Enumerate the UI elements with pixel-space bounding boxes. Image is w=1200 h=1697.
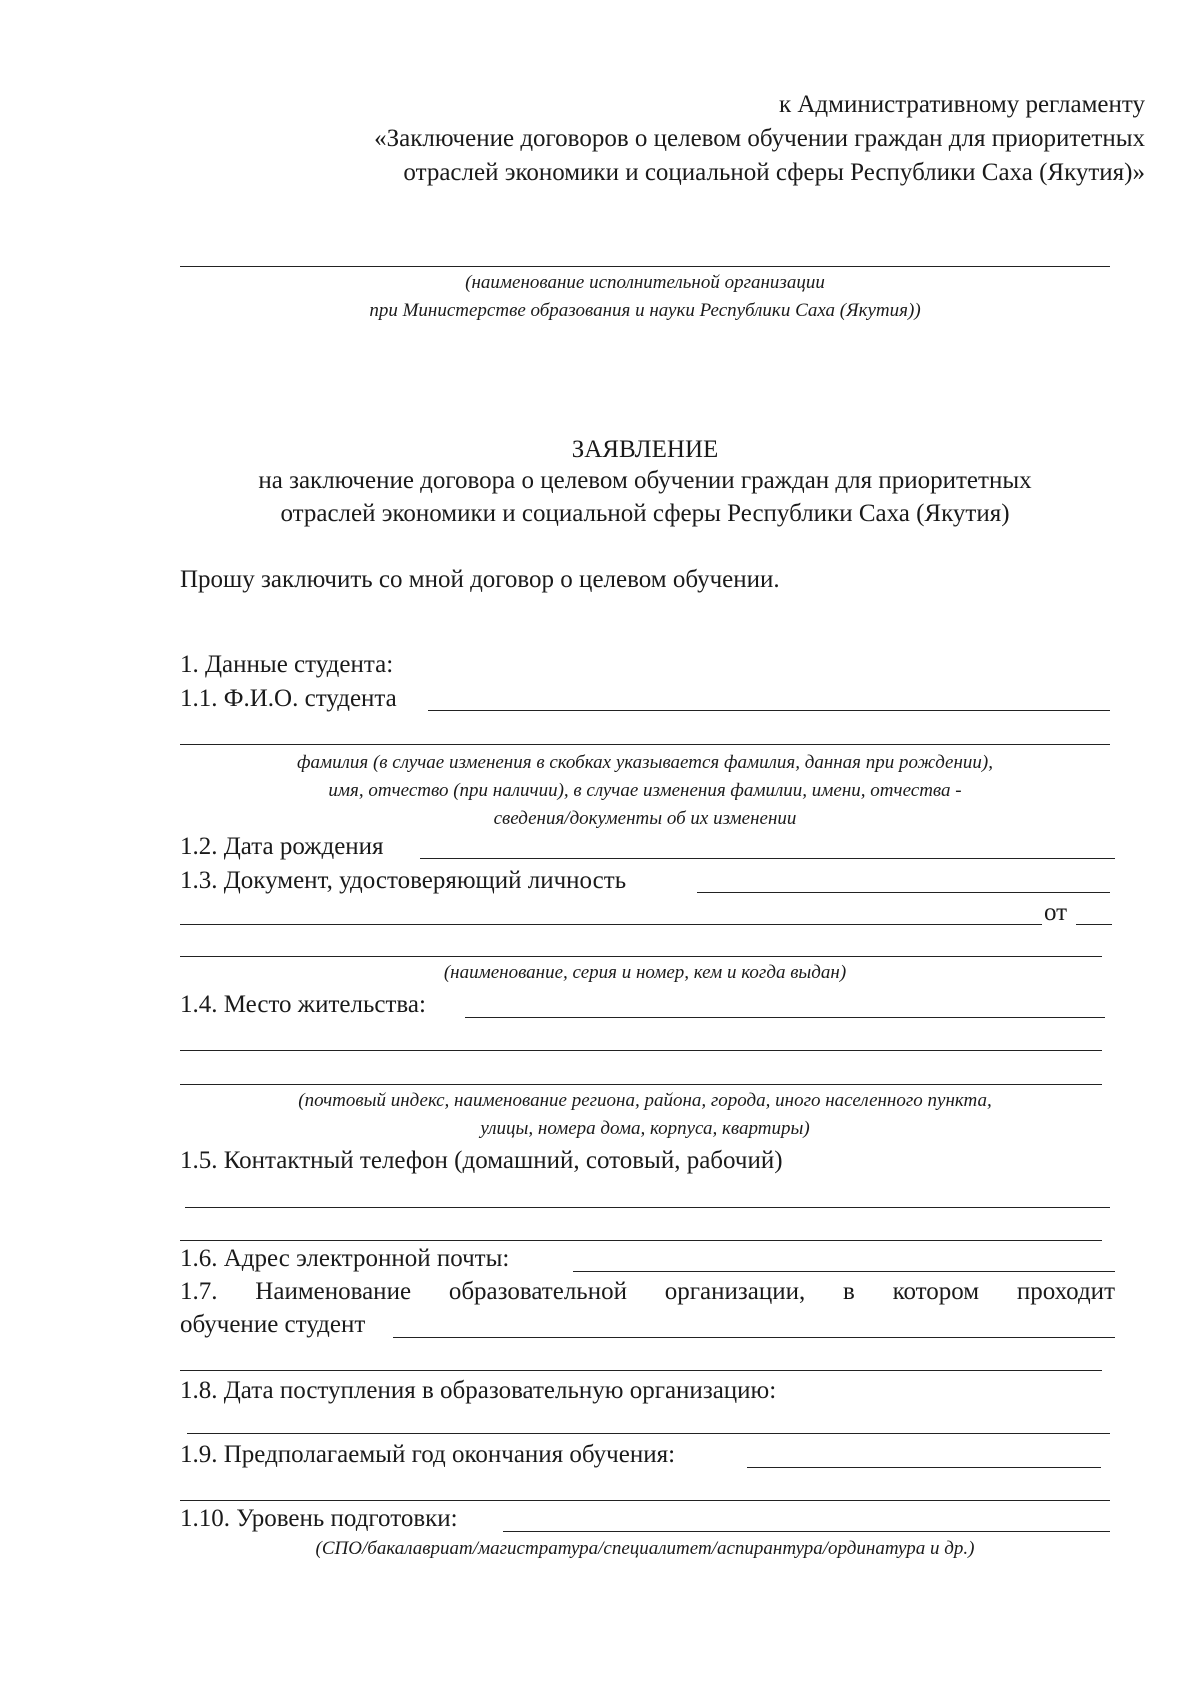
- phone-field-line-2[interactable]: [180, 1240, 1102, 1241]
- header-line-3: отраслей экономики и социальной сферы Республики Саха (Якутия)»: [403, 159, 1145, 186]
- residence-field-line-2[interactable]: [180, 1050, 1102, 1051]
- id-document-label: 1.3. Документ, удостоверяющий личность: [180, 867, 627, 894]
- request-text: Прошу заключить со мной договор о целевом обучении.: [180, 566, 780, 593]
- birth-date-label: 1.2. Дата рождения: [180, 833, 384, 860]
- residence-field-line-3[interactable]: [180, 1084, 1102, 1085]
- fio-label: 1.1. Ф.И.О. студента: [180, 685, 397, 712]
- edu-org-label-line-2: обучение студент: [180, 1311, 366, 1338]
- training-level-label: 1.10. Уровень подготовки:: [180, 1505, 458, 1532]
- fio-caption-line-2: имя, отчество (при наличии), в случае изменения фамилии, имени, отчества -: [328, 780, 962, 801]
- org-name-field[interactable]: [180, 266, 1110, 267]
- header-line-2: «Заключение договоров о целевом обучении граждан для приоритетных: [374, 125, 1145, 152]
- document-subtitle-1: на заключение договора о целевом обучении граждан для приоритетных: [258, 467, 1032, 494]
- admission-date-label: 1.8. Дата поступления в образовательную организацию:: [180, 1377, 777, 1404]
- id-document-date-field[interactable]: [1076, 924, 1112, 925]
- fio-caption-line-3: сведения/документы об их изменении: [493, 808, 797, 829]
- section-heading: 1. Данные студента:: [180, 651, 394, 678]
- residence-caption-line-1: (почтовый индекс, наименование региона, района, города, иного населенного пункта,: [298, 1090, 992, 1111]
- graduation-year-field-line-2[interactable]: [180, 1500, 1110, 1501]
- header-line-1: к Административному регламенту: [778, 91, 1145, 118]
- admission-date-field[interactable]: [187, 1433, 1110, 1434]
- org-caption-line-1: (наименование исполнительной организации: [465, 272, 825, 293]
- id-document-from-label: от: [1044, 899, 1068, 926]
- training-level-caption: (СПО/бакалавриат/магистратура/специалитет/аспирантура/ординатура и др.): [315, 1538, 975, 1559]
- id-document-field-line-2[interactable]: [180, 924, 1042, 925]
- phone-field[interactable]: [185, 1207, 1110, 1208]
- birth-date-field[interactable]: [420, 858, 1115, 859]
- residence-caption-line-2: улицы, номера дома, корпуса, квартиры): [480, 1118, 810, 1139]
- phone-label: 1.5. Контактный телефон (домашний, сотовый, рабочий): [180, 1147, 783, 1174]
- id-document-field-line-3[interactable]: [180, 956, 1102, 957]
- document-subtitle-2: отраслей экономики и социальной сферы Республики Саха (Якутия): [280, 500, 1010, 527]
- document-title: ЗАЯВЛЕНИЕ: [571, 436, 719, 463]
- email-field[interactable]: [573, 1271, 1115, 1272]
- training-level-field[interactable]: [503, 1531, 1110, 1532]
- fio-caption-line-1: фамилия (в случае изменения в скобках указывается фамилия, данная при рождении),: [297, 752, 993, 773]
- residence-field[interactable]: [465, 1017, 1105, 1018]
- residence-label: 1.4. Место жительства:: [180, 991, 426, 1018]
- graduation-year-field[interactable]: [747, 1467, 1101, 1468]
- graduation-year-label: 1.9. Предполагаемый год окончания обучения:: [180, 1441, 676, 1468]
- email-label: 1.6. Адрес электронной почты:: [180, 1245, 510, 1272]
- id-document-caption: (наименование, серия и номер, кем и когда выдан): [443, 962, 847, 983]
- edu-org-label-line-1: 1.7. Наименование образовательной организации, в котором проходит: [180, 1278, 1115, 1305]
- fio-field[interactable]: [428, 710, 1110, 711]
- id-document-field[interactable]: [697, 892, 1110, 893]
- org-caption-line-2: при Министерстве образования и науки Республики Саха (Якутия)): [369, 300, 921, 321]
- edu-org-field[interactable]: [393, 1337, 1115, 1338]
- fio-field-line-2[interactable]: [180, 744, 1110, 745]
- edu-org-field-line-2[interactable]: [180, 1370, 1102, 1371]
